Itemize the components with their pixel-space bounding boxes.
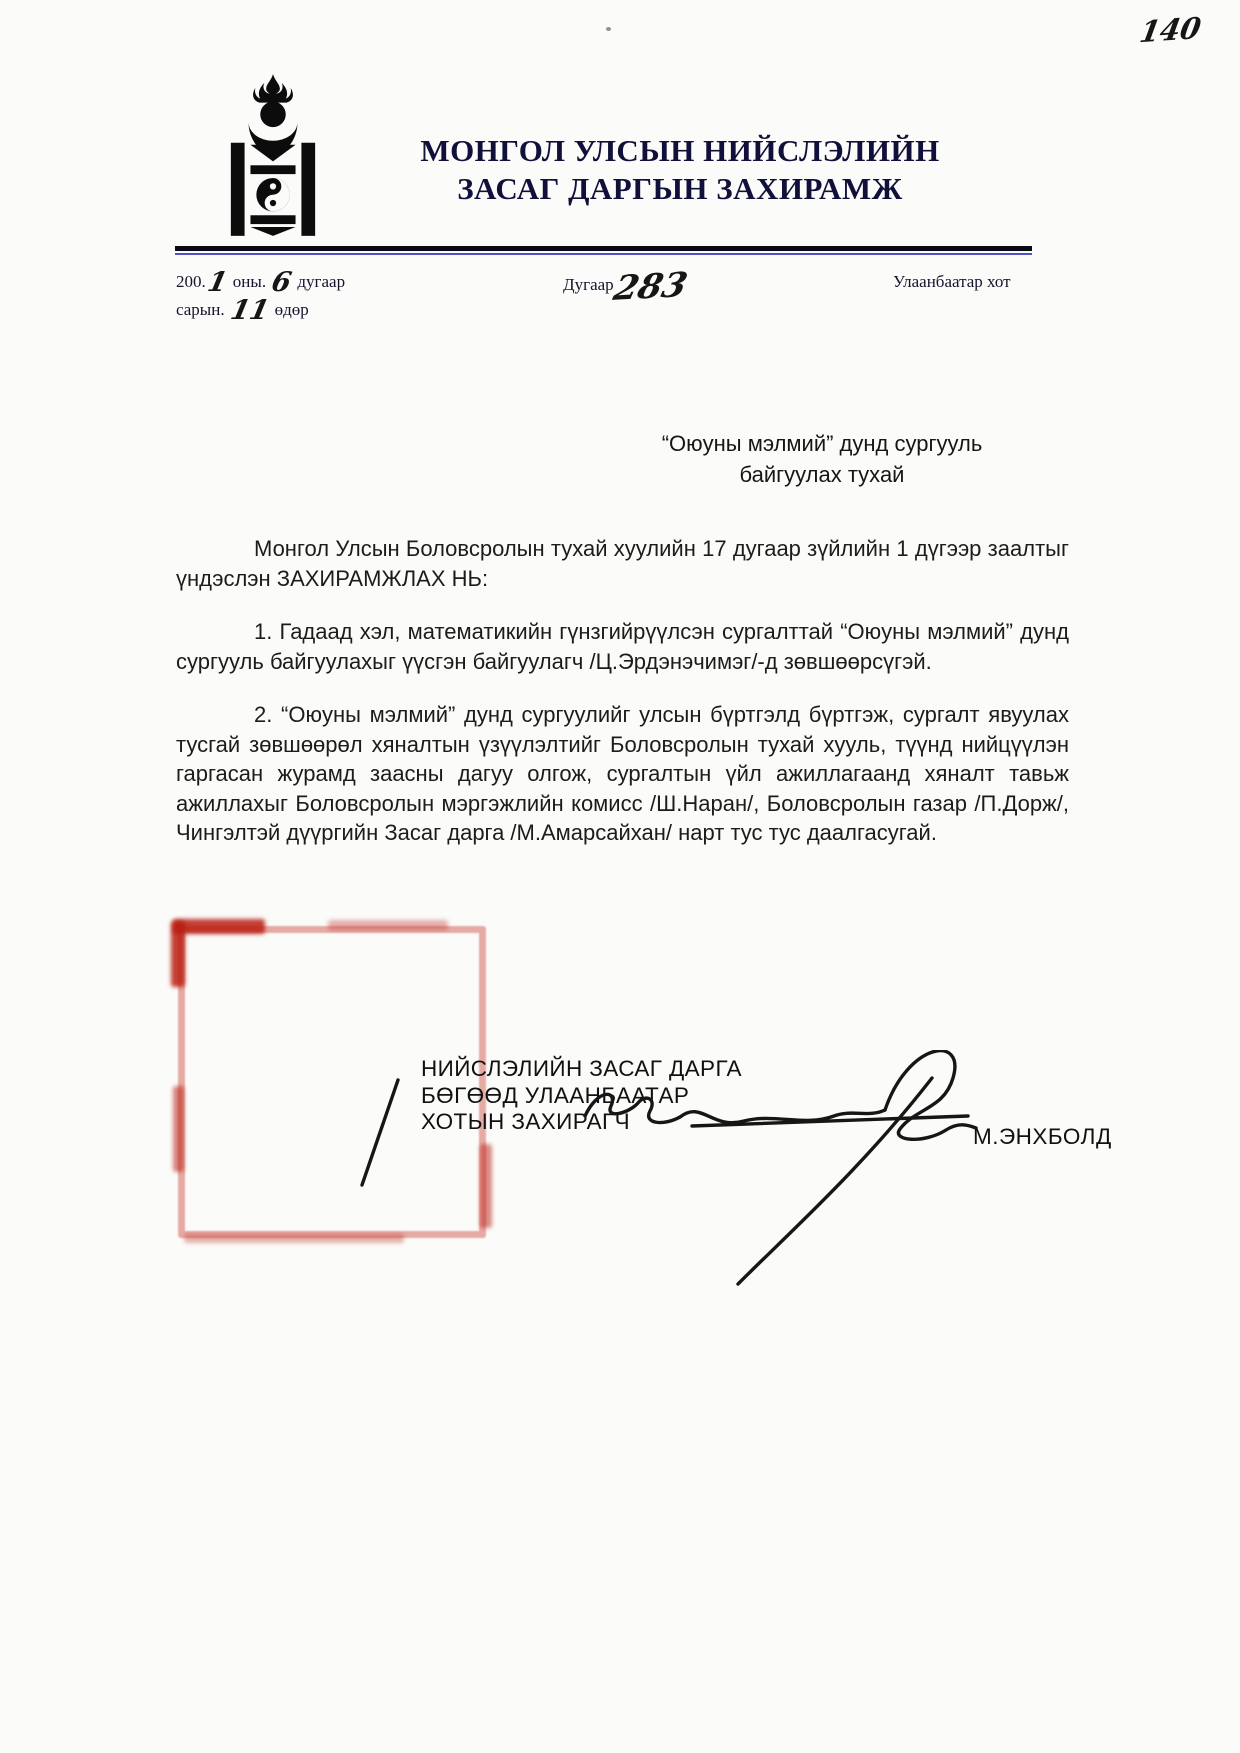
signatory-title-line3: ХОТЫН ЗАХИРАГЧ: [421, 1109, 630, 1134]
signatory-title-line1: НИЙСЛЭЛИЙН ЗАСАГ ДАРГА: [421, 1056, 742, 1081]
handwritten-year-digit: 1: [204, 267, 230, 298]
handwritten-decree-number: 283: [609, 265, 691, 309]
stamp-ink-patch: [173, 919, 265, 934]
subject-line2: байгуулах тухай: [739, 462, 905, 487]
subject-block: [612, 428, 1032, 490]
soyombo-emblem-icon: [224, 74, 322, 236]
document-header-title: [360, 132, 1000, 208]
body-paragraph-item2: 2. “Оюуны мэлмий” дунд сургуулийг улсын бүртгэлд бүртгэж, сургалт явуулах тусгай зөвшөөрөл хяналтын үзүүлэлтийг Боловсролын тухай хууль, түүнд нийцүүлэн гаргасан журамд заасны дагуу олгож, сургалтын үйл ажиллагаанд хяналт тавьж ажиллахыг Боловсролын мэргэжлийн комисс /Ш.Наран/, Боловсролын газар /П.Дорж/, Чингэлтэй дүүргийн Засаг дарга /М.Амарсайхан/ нарт тус тус даалгасугай.: [176, 702, 1069, 845]
body-paragraph-item1: 1. Гадаад хэл, математикийн гүнзгийрүүлсэн сургалттай “Оюуны мэлмий” дунд сургууль байгуулахыг үүсгэн байгуулагч /Ц.Эрдэнэчимэг/-д зөвшөөрсүгэй.: [176, 619, 1069, 674]
scan-artifact-dot: [606, 27, 611, 31]
handwritten-page-number: 140: [1137, 10, 1204, 50]
handwritten-month-digit: 6: [269, 267, 295, 298]
header-rule-blue: [175, 253, 1032, 255]
date-label-day-suffix: өдөр: [274, 300, 309, 319]
handwritten-day-digits: 11: [227, 295, 272, 326]
handwritten-signature-icon: [340, 1050, 1100, 1310]
date-label-month: дугаар: [297, 272, 346, 291]
number-label: Дугаар: [563, 275, 614, 294]
header-title-line1: МОНГОЛ УЛСЫН НИЙСЛЭЛИЙН: [420, 133, 940, 168]
date-label-year: оны.: [232, 272, 267, 291]
stamp-ink-patch: [328, 920, 448, 930]
subject-line1: “Оюуны мэлмий” дунд сургууль: [661, 431, 983, 456]
decree-number-block: [563, 265, 691, 309]
body-paragraph-preamble: Монгол Улсын Боловсролын тухай хуулийн 17 дугаар зүйлийн 1 дүгээр заалтыг үндэслэн ЗАХИРАМЖЛАХ НЬ:: [176, 536, 1069, 591]
stamp-ink-patch: [171, 921, 185, 987]
signer-name: М.ЭНХБОЛД: [973, 1124, 1112, 1149]
date-prefix: 200.: [176, 272, 206, 291]
date-block: [176, 268, 436, 324]
signatory-title-line2: БӨГӨӨД УЛААНБААТАР: [421, 1082, 690, 1108]
city-label: Улаанбаатар хот: [893, 272, 1011, 291]
date-label-day-prefix: сарын.: [176, 300, 225, 319]
header-rule-black: [175, 246, 1032, 251]
header-title-line2: ЗАСАГ ДАРГЫН ЗАХИРАМЖ: [457, 171, 903, 206]
stamp-ink-patch: [173, 1086, 184, 1172]
